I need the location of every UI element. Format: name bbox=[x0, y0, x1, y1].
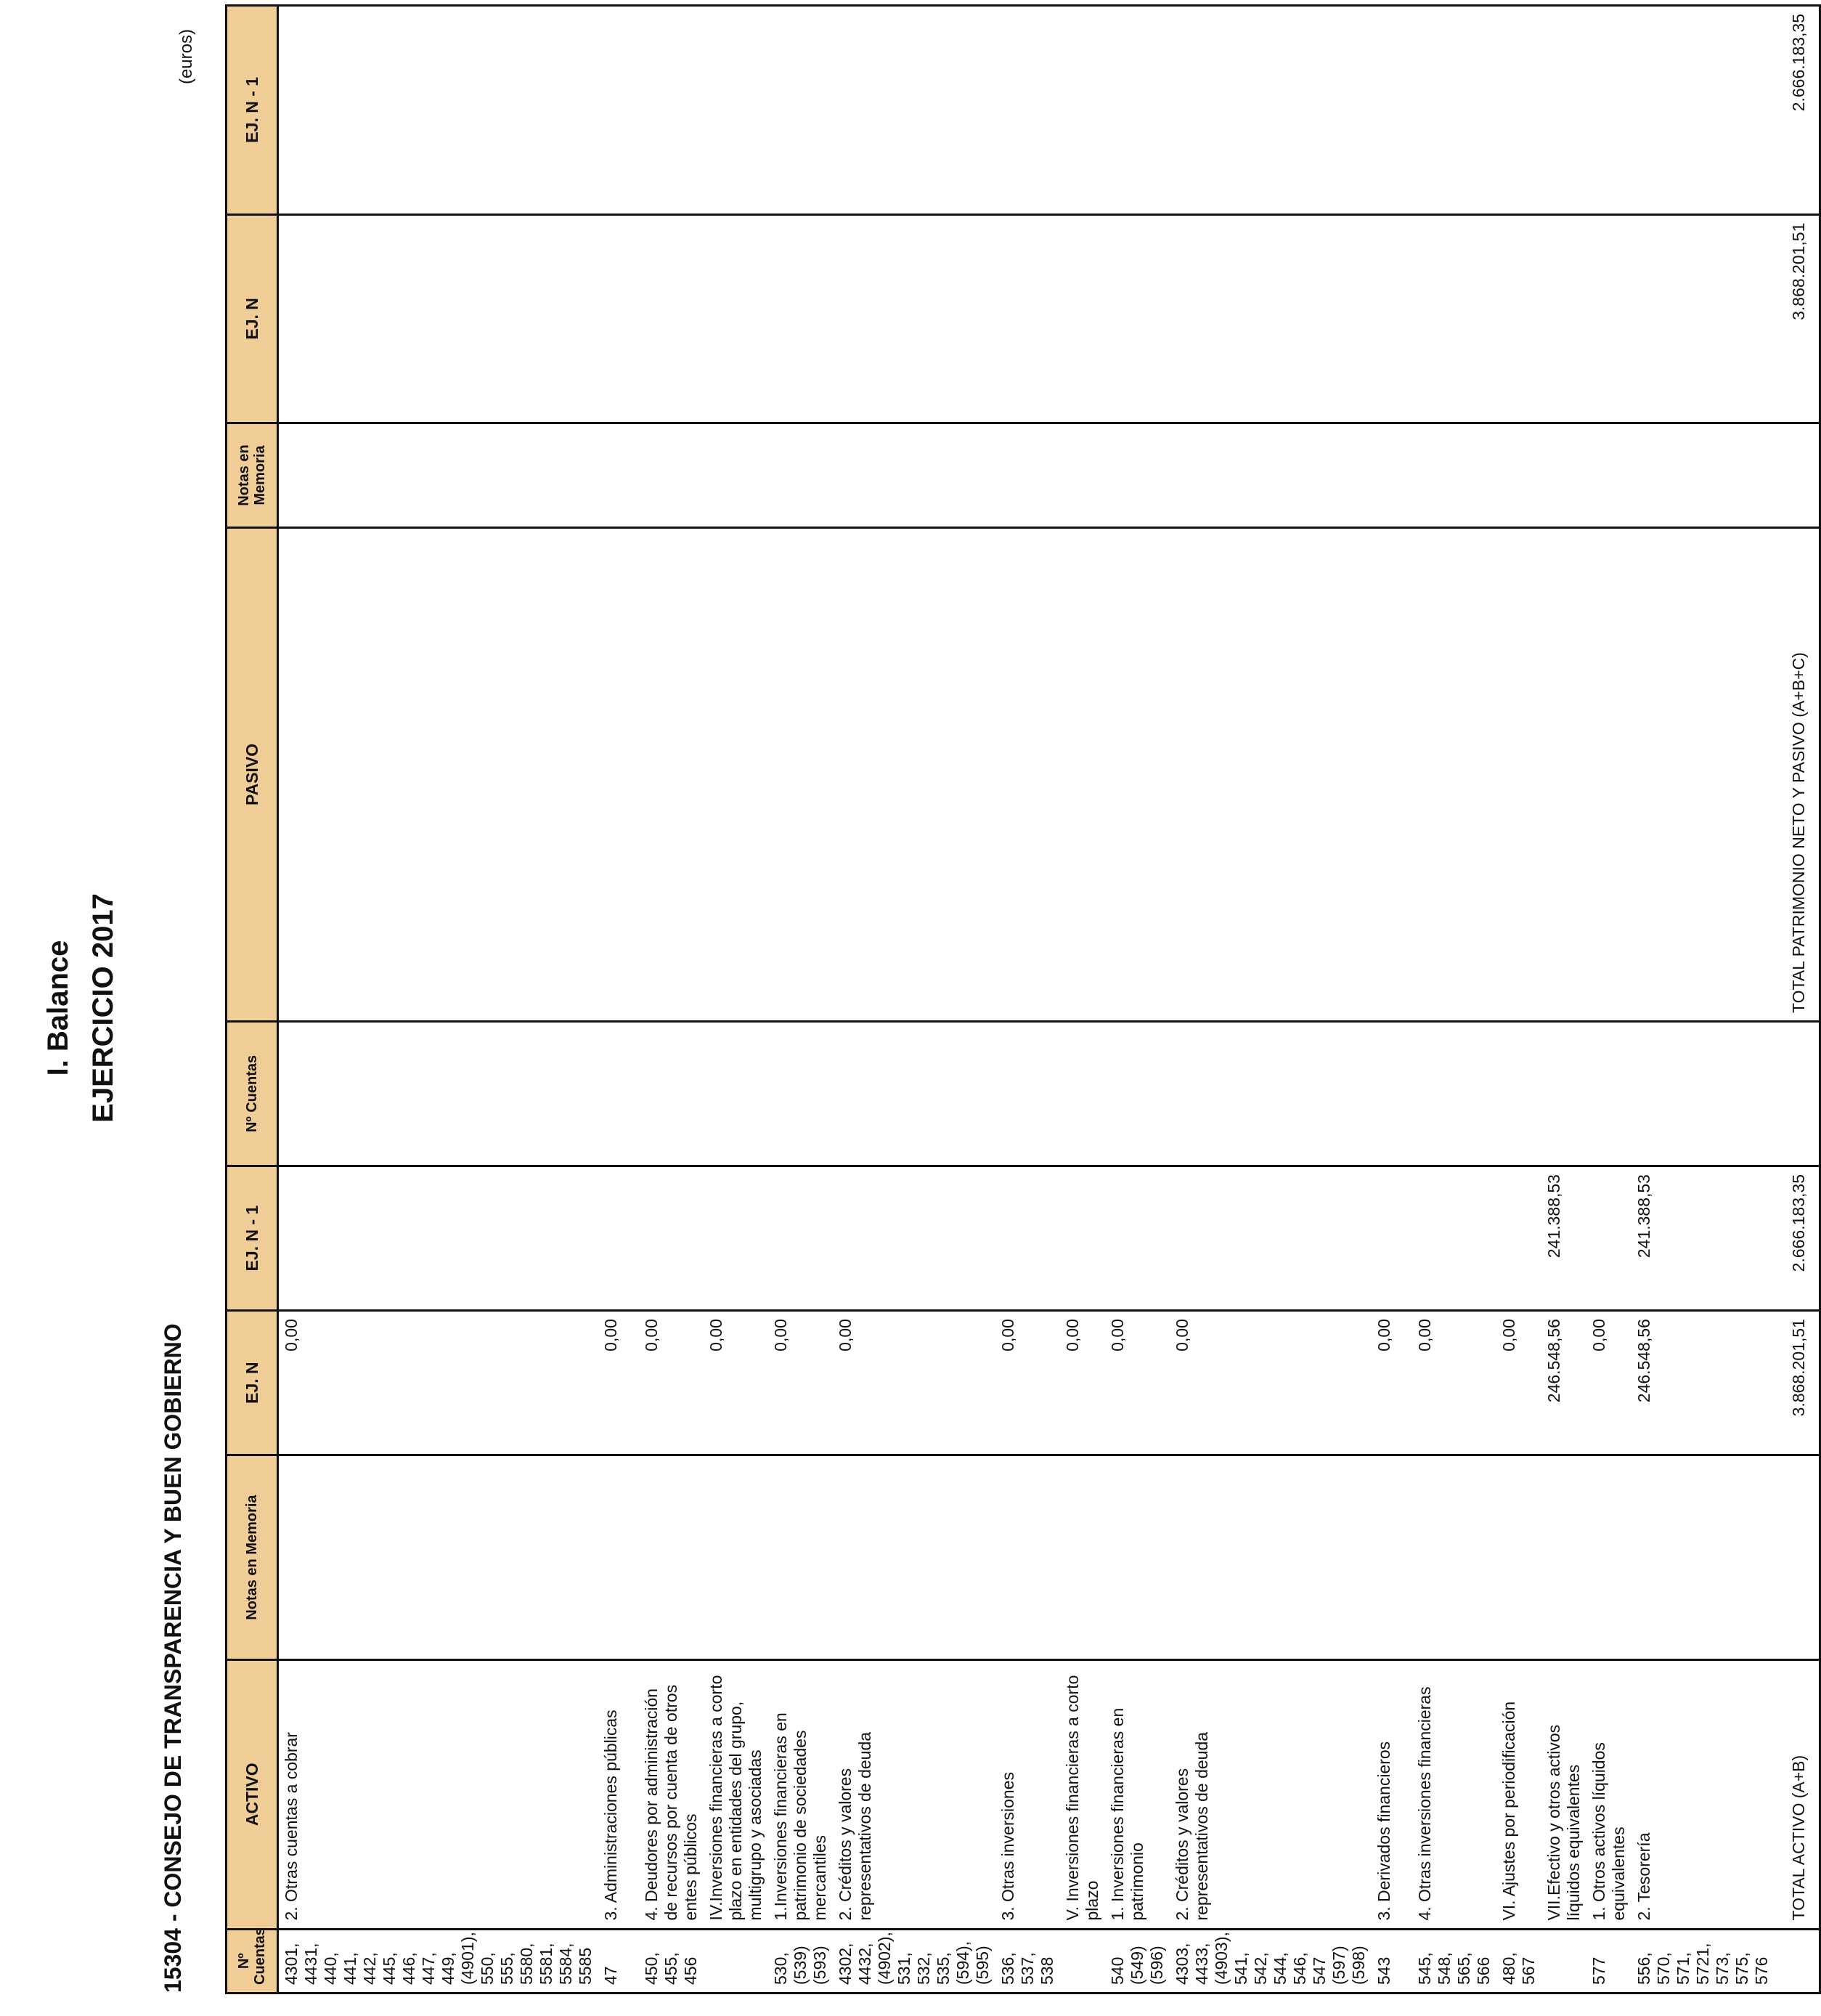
row-notes bbox=[704, 1455, 768, 1660]
row-pasivo-ej-n1 bbox=[995, 6, 1060, 215]
row-pasivo-ej-n bbox=[1170, 214, 1372, 423]
row-pasivo-accounts bbox=[833, 1021, 995, 1166]
row-notes bbox=[768, 1455, 833, 1660]
row-pasivo-notes bbox=[1496, 423, 1541, 528]
row-pasivo-notes bbox=[768, 423, 833, 528]
col-pasivo-ej-n1: EJ. N - 1 bbox=[227, 6, 278, 215]
row-activo-label: V. Inversiones financieras a corto plazo bbox=[1060, 1660, 1105, 1929]
row-pasivo-accounts bbox=[278, 1021, 599, 1166]
row-ej-n: 0,00 bbox=[639, 1311, 704, 1455]
row-pasivo-accounts bbox=[1412, 1021, 1496, 1166]
row-pasivo-ej-n bbox=[995, 214, 1060, 423]
row-activo-label: 4. Otras inversiones financieras bbox=[1412, 1660, 1496, 1929]
row-ej-n: 0,00 bbox=[1586, 1311, 1631, 1455]
entity-name: 15304 - CONSEJO DE TRANSPARENCIA Y BUEN GOBIERNO bbox=[160, 1323, 186, 1993]
row-pasivo-ej-n1 bbox=[768, 6, 833, 215]
row-pasivo-ej-n bbox=[639, 214, 704, 423]
table-row bbox=[768, 6, 833, 1993]
total-activo-accounts bbox=[1775, 1929, 1820, 1993]
row-accounts: 556, 570, 571, 5721, 573, 575, 576 bbox=[1631, 1929, 1775, 1993]
row-pasivo-ej-n1 bbox=[1496, 6, 1541, 215]
row-ej-n: 0,00 bbox=[278, 1311, 599, 1455]
row-pasivo-ej-n bbox=[1060, 214, 1105, 423]
table-row bbox=[995, 6, 1060, 1993]
row-pasivo-accounts bbox=[995, 1021, 1060, 1166]
currency-unit: (euros) bbox=[176, 29, 196, 85]
row-activo-label: 2. Créditos y valores representativos de deuda bbox=[833, 1660, 995, 1929]
table-row bbox=[1060, 6, 1105, 1993]
row-activo-label: 3. Otras inversiones bbox=[995, 1660, 1060, 1929]
table-row bbox=[833, 6, 995, 1993]
total-activo-notes bbox=[1775, 1455, 1820, 1660]
row-activo-label: 2. Tesorería bbox=[1631, 1660, 1775, 1929]
total-activo-ej-n: 3.868.201,51 bbox=[1775, 1311, 1820, 1455]
col-ej-n: EJ. N bbox=[227, 1311, 278, 1455]
row-pasivo-notes bbox=[1060, 423, 1105, 528]
fiscal-year: EJERCICIO 2017 bbox=[87, 893, 119, 1123]
total-pasivo-ej-n: 3.868.201,51 bbox=[1775, 214, 1820, 423]
row-pasivo-notes bbox=[995, 423, 1060, 528]
row-notes bbox=[1170, 1455, 1372, 1660]
row-pasivo-ej-n1 bbox=[598, 6, 639, 215]
col-pasivo-notes: Notas en Memoria bbox=[227, 423, 278, 528]
row-pasivo-label bbox=[1631, 527, 1775, 1021]
row-pasivo-accounts bbox=[1496, 1021, 1541, 1166]
row-pasivo-ej-n1 bbox=[1541, 6, 1586, 215]
row-ej-n: 0,00 bbox=[1496, 1311, 1541, 1455]
row-pasivo-label bbox=[833, 527, 995, 1021]
row-accounts: 540 (549) (596) bbox=[1105, 1929, 1170, 1993]
row-pasivo-label bbox=[1372, 527, 1412, 1021]
table-row bbox=[278, 6, 599, 1993]
row-pasivo-ej-n bbox=[598, 214, 639, 423]
total-activo-ej-n1: 2.666.183,35 bbox=[1775, 1166, 1820, 1311]
row-notes bbox=[1541, 1455, 1586, 1660]
row-pasivo-ej-n1 bbox=[1631, 6, 1775, 215]
row-pasivo-ej-n bbox=[1372, 214, 1412, 423]
row-ej-n1 bbox=[1060, 1166, 1105, 1311]
row-accounts: 4303, 4433, (4903), 541, 542, 544, 546, 547 (597) (598) bbox=[1170, 1929, 1372, 1993]
row-pasivo-label bbox=[995, 527, 1060, 1021]
report-title: I. Balance bbox=[42, 940, 74, 1076]
row-pasivo-ej-n bbox=[1631, 214, 1775, 423]
total-pasivo-notes bbox=[1775, 423, 1820, 528]
table-row bbox=[1631, 6, 1775, 1993]
row-pasivo-label bbox=[598, 527, 639, 1021]
row-ej-n1 bbox=[1412, 1166, 1496, 1311]
row-pasivo-notes bbox=[1631, 423, 1775, 528]
row-accounts: 4302, 4432, (4902), 531, 532, 535, (594), (595) bbox=[833, 1929, 995, 1993]
row-ej-n1 bbox=[768, 1166, 833, 1311]
row-activo-label: 1. Otros activos líquidos equivalentes bbox=[1586, 1660, 1631, 1929]
row-pasivo-accounts bbox=[1586, 1021, 1631, 1166]
row-ej-n: 0,00 bbox=[1105, 1311, 1170, 1455]
row-ej-n: 0,00 bbox=[1412, 1311, 1496, 1455]
row-accounts: 4301, 4431, 440, 441, 442, 445, 446, 447, 449, (4901), 550, 555, 5580, 5581, 5584, 5585 bbox=[278, 1929, 599, 1993]
row-notes bbox=[278, 1455, 599, 1660]
row-pasivo-notes bbox=[1170, 423, 1372, 528]
row-pasivo-ej-n bbox=[1586, 214, 1631, 423]
row-activo-label: 3. Derivados financieros bbox=[1372, 1660, 1412, 1929]
row-accounts: 480, 567 bbox=[1496, 1929, 1541, 1993]
row-pasivo-ej-n bbox=[1541, 214, 1586, 423]
row-pasivo-label bbox=[768, 527, 833, 1021]
row-ej-n1 bbox=[1586, 1166, 1631, 1311]
row-ej-n: 246.548,56 bbox=[1541, 1311, 1586, 1455]
table-row bbox=[1105, 6, 1170, 1993]
row-ej-n1 bbox=[1170, 1166, 1372, 1311]
row-pasivo-ej-n1 bbox=[278, 6, 599, 215]
row-ej-n1 bbox=[704, 1166, 768, 1311]
row-pasivo-accounts bbox=[768, 1021, 833, 1166]
table-row bbox=[704, 6, 768, 1993]
row-pasivo-notes bbox=[1586, 423, 1631, 528]
row-ej-n: 0,00 bbox=[768, 1311, 833, 1455]
row-pasivo-label bbox=[1105, 527, 1170, 1021]
row-accounts bbox=[704, 1929, 768, 1993]
row-pasivo-label bbox=[1541, 527, 1586, 1021]
row-activo-label: VII.Efectivo y otros activos líquidos equivalentes bbox=[1541, 1660, 1586, 1929]
row-pasivo-ej-n bbox=[1105, 214, 1170, 423]
row-accounts bbox=[1541, 1929, 1586, 1993]
row-activo-label: 1. Inversiones financieras en patrimonio bbox=[1105, 1660, 1170, 1929]
row-accounts: 543 bbox=[1372, 1929, 1412, 1993]
row-pasivo-accounts bbox=[1170, 1021, 1372, 1166]
row-ej-n1 bbox=[278, 1166, 599, 1311]
row-pasivo-label bbox=[1412, 527, 1496, 1021]
row-accounts: 530, (539) (593) bbox=[768, 1929, 833, 1993]
col-accounts: Nº Cuentas bbox=[227, 1929, 278, 1993]
col-activo: ACTIVO bbox=[227, 1660, 278, 1929]
totals-row bbox=[1775, 6, 1820, 1993]
row-ej-n1 bbox=[1496, 1166, 1541, 1311]
row-pasivo-accounts bbox=[704, 1021, 768, 1166]
row-ej-n1 bbox=[1105, 1166, 1170, 1311]
row-pasivo-ej-n1 bbox=[1060, 6, 1105, 215]
row-ej-n1 bbox=[995, 1166, 1060, 1311]
total-activo-label: TOTAL ACTIVO (A+B) bbox=[1775, 1660, 1820, 1929]
row-notes bbox=[995, 1455, 1060, 1660]
table-row bbox=[639, 6, 704, 1993]
row-pasivo-ej-n bbox=[833, 214, 995, 423]
row-activo-label: 2. Créditos y valores representativos de deuda bbox=[1170, 1660, 1372, 1929]
row-pasivo-notes bbox=[1541, 423, 1586, 528]
row-notes bbox=[1060, 1455, 1105, 1660]
row-pasivo-ej-n1 bbox=[1372, 6, 1412, 215]
row-accounts: 577 bbox=[1586, 1929, 1631, 1993]
total-pasivo-label: TOTAL PATRIMONIO NETO Y PASIVO (A+B+C) bbox=[1775, 527, 1820, 1021]
row-pasivo-accounts bbox=[639, 1021, 704, 1166]
total-pasivo-ej-n1: 2.666.183,35 bbox=[1775, 6, 1820, 215]
row-pasivo-label bbox=[1586, 527, 1631, 1021]
row-pasivo-notes bbox=[833, 423, 995, 528]
table-row bbox=[1372, 6, 1412, 1993]
row-pasivo-notes bbox=[278, 423, 599, 528]
row-ej-n: 0,00 bbox=[1372, 1311, 1412, 1455]
col-pasivo: PASIVO bbox=[227, 527, 278, 1021]
row-notes bbox=[639, 1455, 704, 1660]
row-pasivo-accounts bbox=[1541, 1021, 1586, 1166]
row-activo-label: 3. Administraciones públicas bbox=[598, 1660, 639, 1929]
row-pasivo-ej-n bbox=[704, 214, 768, 423]
row-accounts: 47 bbox=[598, 1929, 639, 1993]
row-ej-n: 0,00 bbox=[598, 1311, 639, 1455]
table-header-row bbox=[227, 6, 278, 1993]
row-pasivo-notes bbox=[1372, 423, 1412, 528]
row-activo-label: 1.Inversiones financieras en patrimonio de sociedades mercantiles bbox=[768, 1660, 833, 1929]
row-activo-label: 2. Otras cuentas a cobrar bbox=[278, 1660, 599, 1929]
row-activo-label: VI. Ajustes por periodificación bbox=[1496, 1660, 1541, 1929]
row-pasivo-label bbox=[1496, 527, 1541, 1021]
row-accounts: 545, 548, 565, 566 bbox=[1412, 1929, 1496, 1993]
row-pasivo-accounts bbox=[598, 1021, 639, 1166]
row-pasivo-ej-n bbox=[768, 214, 833, 423]
row-pasivo-ej-n bbox=[278, 214, 599, 423]
row-activo-label: IV.Inversiones financieras a corto plazo en entidades del grupo, multigrupo y asociadas bbox=[704, 1660, 768, 1929]
row-pasivo-ej-n bbox=[1412, 214, 1496, 423]
row-pasivo-notes bbox=[704, 423, 768, 528]
row-activo-label: 4. Deudores por administración de recursos por cuenta de otros entes públicos bbox=[639, 1660, 704, 1929]
row-accounts: 536, 537, 538 bbox=[995, 1929, 1060, 1993]
row-pasivo-accounts bbox=[1060, 1021, 1105, 1166]
row-pasivo-ej-n1 bbox=[833, 6, 995, 215]
row-ej-n: 0,00 bbox=[1060, 1311, 1105, 1455]
row-ej-n1: 241.388,53 bbox=[1541, 1166, 1586, 1311]
col-ej-n1: EJ. N - 1 bbox=[227, 1166, 278, 1311]
row-pasivo-notes bbox=[1105, 423, 1170, 528]
col-pasivo-ej-n: EJ. N bbox=[227, 214, 278, 423]
total-pasivo-accounts bbox=[1775, 1021, 1820, 1166]
row-pasivo-ej-n bbox=[1496, 214, 1541, 423]
row-pasivo-ej-n1 bbox=[639, 6, 704, 215]
row-pasivo-label bbox=[1170, 527, 1372, 1021]
row-pasivo-ej-n1 bbox=[704, 6, 768, 215]
row-pasivo-label bbox=[278, 527, 599, 1021]
row-pasivo-ej-n1 bbox=[1412, 6, 1496, 215]
row-ej-n: 246.548,56 bbox=[1631, 1311, 1775, 1455]
table-row bbox=[1541, 6, 1586, 1993]
col-pasivo-accounts: Nº Cuentas bbox=[227, 1021, 278, 1166]
row-ej-n: 0,00 bbox=[833, 1311, 995, 1455]
table-row bbox=[1412, 6, 1496, 1993]
row-pasivo-label bbox=[639, 527, 704, 1021]
row-pasivo-accounts bbox=[1631, 1021, 1775, 1166]
row-ej-n: 0,00 bbox=[1170, 1311, 1372, 1455]
row-ej-n: 0,00 bbox=[995, 1311, 1060, 1455]
row-pasivo-accounts bbox=[1372, 1021, 1412, 1166]
row-pasivo-ej-n1 bbox=[1586, 6, 1631, 215]
table-row bbox=[1586, 6, 1631, 1993]
row-pasivo-accounts bbox=[1105, 1021, 1170, 1166]
row-notes bbox=[1412, 1455, 1496, 1660]
row-pasivo-label bbox=[1060, 527, 1105, 1021]
row-pasivo-ej-n1 bbox=[1105, 6, 1170, 215]
row-notes bbox=[1631, 1455, 1775, 1660]
balance-table bbox=[225, 4, 1821, 1994]
row-pasivo-notes bbox=[1412, 423, 1496, 528]
row-ej-n1: 241.388,53 bbox=[1631, 1166, 1775, 1311]
row-pasivo-label bbox=[704, 527, 768, 1021]
row-notes bbox=[598, 1455, 639, 1660]
row-accounts bbox=[1060, 1929, 1105, 1993]
row-notes bbox=[833, 1455, 995, 1660]
row-notes bbox=[1496, 1455, 1541, 1660]
row-pasivo-ej-n1 bbox=[1170, 6, 1372, 215]
row-ej-n1 bbox=[639, 1166, 704, 1311]
row-ej-n1 bbox=[1372, 1166, 1412, 1311]
row-notes bbox=[1586, 1455, 1631, 1660]
row-accounts: 450, 455, 456 bbox=[639, 1929, 704, 1993]
row-ej-n: 0,00 bbox=[704, 1311, 768, 1455]
table-row bbox=[1170, 6, 1372, 1993]
row-pasivo-notes bbox=[639, 423, 704, 528]
row-ej-n1 bbox=[598, 1166, 639, 1311]
row-notes bbox=[1372, 1455, 1412, 1660]
table-row bbox=[1496, 6, 1541, 1993]
row-notes bbox=[1105, 1455, 1170, 1660]
col-notes: Notas en Memoria bbox=[227, 1455, 278, 1660]
row-pasivo-notes bbox=[598, 423, 639, 528]
table-row bbox=[598, 6, 639, 1993]
row-ej-n1 bbox=[833, 1166, 995, 1311]
